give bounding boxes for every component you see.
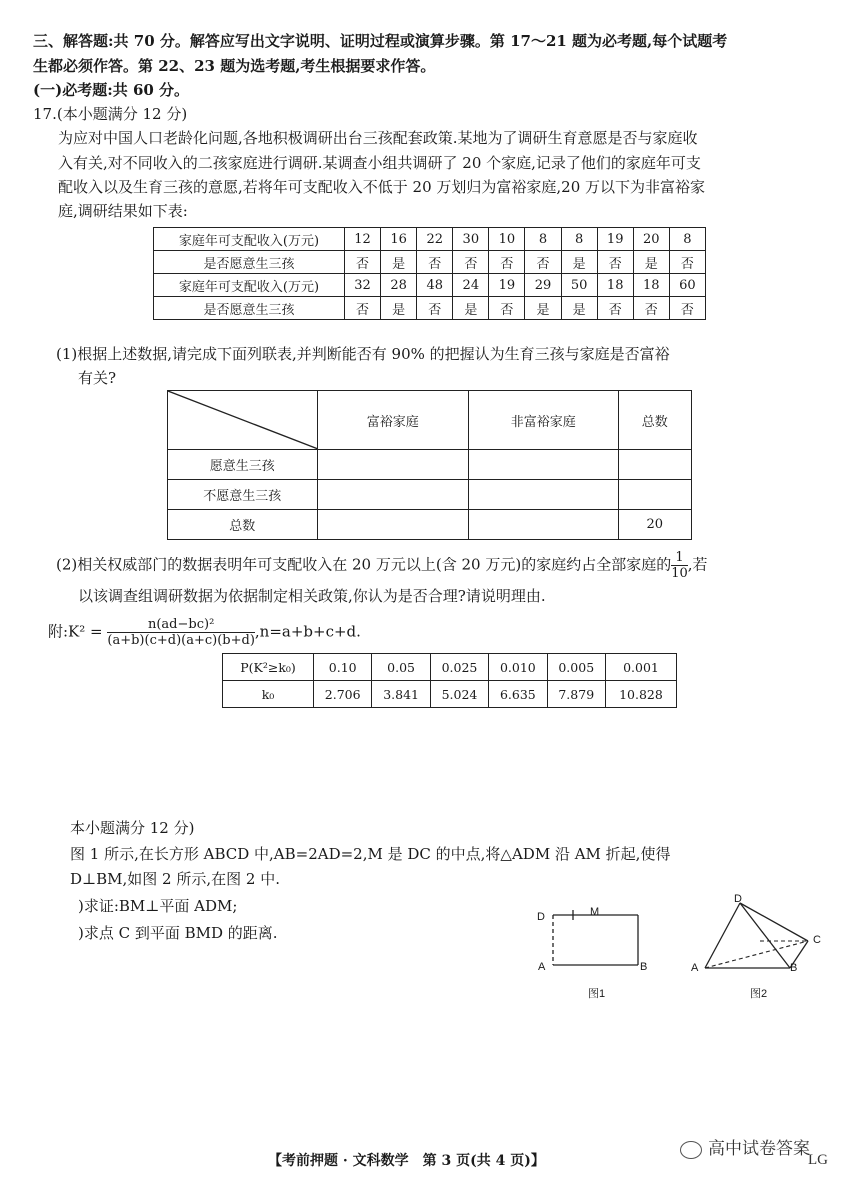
q18-line1: 图 1 所示,在长方形 ABCD 中,AB=2AD=2,M 是 DC 的中点,将△ADM 沿 AM 折起,使得 [70,845,671,863]
data-table-cell: 否 [417,251,453,274]
data-table-cell: 否 [489,297,525,320]
data-table-row-label: 是否愿意生三孩 [154,297,345,320]
q17-part1-line1: (1)根据上述数据,请完成下面列联表,并判断能否有 90% 的把握认为生育三孩与家庭是否富裕 [56,345,670,363]
data-table-row [154,228,706,251]
critical-value-cell: 7.879 [547,681,605,708]
critical-value-cell: 3.841 [372,681,430,708]
contingency-row [168,450,692,480]
fig1-label-d: D [537,911,545,923]
data-table-cell: 18 [633,274,669,297]
q17-part2-line2: 以该调查组调研数据为依据制定相关政策,你认为是否合理?请说明理由. [78,587,546,605]
contingency-row-label: 愿意生三孩 [168,450,318,480]
data-table-row-label: 家庭年可支配收入(万元) [154,228,345,251]
watermark [680,1134,810,1159]
contingency-row [168,510,692,540]
k-squared-formula [48,617,361,648]
section-heading-line2: 生都必须作答。第 22、23 题为选考题,考生根据要求作答。 [33,57,436,75]
data-table-cell: 否 [525,251,561,274]
q17-part2-text: (2)相关权威部门的数据表明年可支配收入在 20 万元以上(含 20 万元)的家庭约占全部家庭的 [56,555,672,574]
formula-fraction [107,617,255,648]
data-table-cell: 60 [669,274,705,297]
contingency-header-cell: 富裕家庭 [317,391,469,450]
contingency-header-cell: 总数 [618,391,691,450]
data-table-cell: 16 [381,228,417,251]
data-table-cell: 50 [561,274,597,297]
critical-value-label: P(K²≥k₀) [223,654,314,681]
q17-intro-line: 入有关,对不同收入的二孩家庭进行调研.某调查小组共调研了 20 个家庭,记录了他们的家庭年可支 [58,154,701,172]
diagonal-line [168,391,318,449]
data-table-row [154,251,706,274]
q17-data-table [153,227,706,320]
data-table-cell: 22 [417,228,453,251]
data-table-cell: 28 [381,274,417,297]
critical-value-label: k₀ [223,681,314,708]
data-table-cell: 24 [453,274,489,297]
data-table-cell: 否 [453,251,489,274]
data-table-cell: 10 [489,228,525,251]
critical-value-cell: 2.706 [314,681,372,708]
data-table-cell: 32 [345,274,381,297]
data-table-cell: 是 [453,297,489,320]
fig2-label-d: D [734,893,742,905]
data-table-row-label: 家庭年可支配收入(万元) [154,274,345,297]
data-table-cell: 否 [633,297,669,320]
q18-part1: )求证:BM⊥平面 ADM; [78,897,238,915]
data-table-cell: 否 [669,297,705,320]
contingency-cell [469,450,619,480]
critical-value-cell: 0.10 [314,654,372,681]
data-table-cell: 否 [345,297,381,320]
data-table-cell: 19 [489,274,525,297]
fig1-caption: 图1 [588,988,606,1000]
figure-2-tetrahedron [700,895,820,975]
fraction-denominator: 10 [671,566,688,581]
fraction-numerator: 1 [671,550,688,566]
q17-part1-line2: 有关? [78,369,117,387]
data-table-cell: 是 [561,297,597,320]
critical-value-cell: 10.828 [605,681,676,708]
fig1-label-b: B [640,961,648,973]
q18-part2: )求点 C 到平面 BMD 的距离. [78,924,278,942]
diagonal-header-cell [168,391,318,450]
critical-value-cell: 0.005 [547,654,605,681]
critical-value-row [223,681,677,708]
q17-intro-line: 为应对中国人口老龄化问题,各地积极调研出台三孩配套政策.某地为了调研生育意愿是否与家庭收 [58,129,698,147]
data-table-cell: 否 [345,251,381,274]
formula-suffix: ,n=a+b+c+d. [254,622,361,641]
critical-value-cell: 6.635 [489,681,547,708]
data-table-cell: 8 [525,228,561,251]
contingency-row-label: 总数 [168,510,318,540]
q18-header: 本小题满分 12 分) [70,819,195,837]
contingency-row-label: 不愿意生三孩 [168,480,318,510]
formula-prefix: 附:K² = [48,622,108,641]
contingency-cell: 20 [618,510,691,540]
data-table-cell: 8 [669,228,705,251]
contingency-header-cell: 非富裕家庭 [469,391,619,450]
data-table-cell: 19 [597,228,633,251]
fig1-label-a: A [538,961,546,973]
contingency-cell [317,510,469,540]
data-table-row [154,274,706,297]
data-table-cell: 48 [417,274,453,297]
data-table-cell: 否 [669,251,705,274]
corner-mark: LG [808,1152,828,1168]
data-table-cell: 20 [633,228,669,251]
data-table-row [154,297,706,320]
contingency-cell [469,480,619,510]
q17-intro-line: 庭,调研结果如下表: [58,202,188,220]
data-table-cell: 否 [489,251,525,274]
data-table-cell: 否 [597,251,633,274]
contingency-cell [618,450,691,480]
q18-line2: D⊥BM,如图 2 所示,在图 2 中. [70,870,280,888]
q17-header: 17.(本小题满分 12 分) [33,105,188,123]
data-table-cell: 8 [561,228,597,251]
fig2-label-c: C [813,934,821,946]
contingency-row [168,480,692,510]
data-table-cell: 是 [381,297,417,320]
formula-denominator: (a+b)(c+d)(a+c)(b+d) [107,633,255,648]
data-table-cell: 否 [597,297,633,320]
fig2-caption: 图2 [750,988,768,1000]
data-table-cell: 否 [417,297,453,320]
data-table-cell: 29 [525,274,561,297]
formula-numerator: n(ad−bc)² [107,617,255,633]
critical-value-cell: 0.025 [430,654,488,681]
critical-value-cell: 0.001 [605,654,676,681]
fraction-one-tenth [671,550,688,581]
data-table-cell: 18 [597,274,633,297]
figure-1-rectangle [548,910,648,972]
critical-value-row [223,654,677,681]
data-table-cell: 是 [525,297,561,320]
contingency-cell [618,480,691,510]
q17-intro-line: 配收入以及生育三孩的意愿,若将年可支配收入不低于 20 万划归为富裕家庭,20 万以下为非富裕家 [58,178,706,196]
data-table-cell: 是 [381,251,417,274]
contingency-cell [317,480,469,510]
data-table-cell: 12 [345,228,381,251]
critical-value-cell: 0.010 [489,654,547,681]
fig1-label-m: M [590,906,600,918]
contingency-header-row [168,391,692,450]
contingency-cell [469,510,619,540]
data-table-row-label: 是否愿意生三孩 [154,251,345,274]
contingency-table [167,390,692,540]
q17-part2-after: ,若 [687,555,708,574]
page-footer: 【考前押题 · 文科数学 第 3 页(共 4 页)】 [268,1153,545,1169]
data-table-cell: 是 [633,251,669,274]
section-subheading: (一)必考题:共 60 分。 [33,81,190,99]
data-table-cell: 是 [561,251,597,274]
critical-value-cell: 5.024 [430,681,488,708]
critical-value-cell: 0.05 [372,654,430,681]
wechat-icon [680,1141,702,1159]
watermark-text: 高中试卷答案 [708,1139,810,1158]
section-heading-line1: 三、解答题:共 70 分。解答应写出文字说明、证明过程或演算步骤。第 17～21 题为必考题,每个试题考 [33,32,728,50]
q17-part2-line1 [56,550,708,581]
fig2-label-a: A [691,962,699,974]
data-table-cell: 30 [453,228,489,251]
contingency-cell [317,450,469,480]
critical-value-table [222,653,677,708]
fig2-label-b: B [790,962,798,974]
